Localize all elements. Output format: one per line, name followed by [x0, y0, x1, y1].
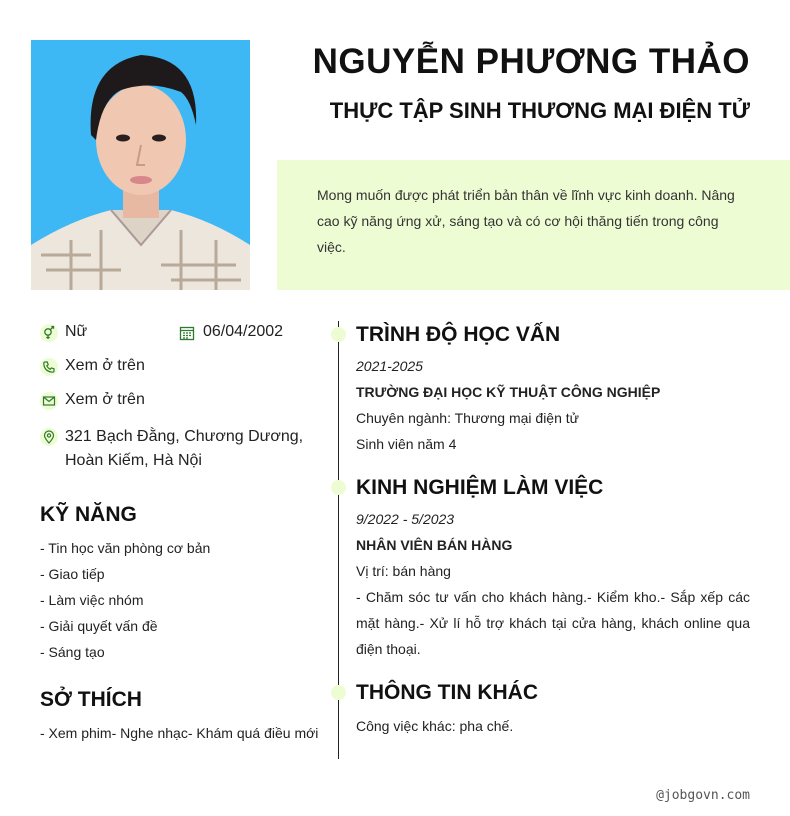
- education-heading: TRÌNH ĐỘ HỌC VẤN: [356, 323, 561, 346]
- other-info-text: Công việc khác: pha chế.: [356, 718, 514, 734]
- skill-item: - Tin học văn phòng cơ bản: [40, 540, 211, 556]
- location-pin-icon: [40, 428, 58, 446]
- profile-photo: [31, 40, 250, 290]
- email-row: [40, 391, 145, 410]
- experience-entry: [356, 506, 750, 662]
- experience-position: Vị trí: bán hàng: [356, 563, 451, 579]
- gender-value: Nữ: [65, 323, 88, 340]
- gender-row: [40, 323, 87, 342]
- experience-role: NHÂN VIÊN BÁN HÀNG: [356, 537, 513, 553]
- experience-description: - Chăm sóc tư vấn cho khách hàng.- Kiểm kho.- Sắp xếp các mặt hàng.- Xử lí hỗ trợ khách tại cửa hàng, khách online qua điện thoại.: [356, 589, 750, 657]
- other-info-entry: [356, 713, 750, 739]
- hobbies-heading: SỞ THÍCH: [40, 688, 142, 711]
- address-value: 321 Bạch Đằng, Chương Dương, Hoàn Kiếm, Hà Nội: [65, 428, 304, 469]
- experience-period: 9/2022 - 5/2023: [356, 511, 455, 527]
- gender-icon: [40, 324, 58, 342]
- watermark: @jobgovn.com: [656, 788, 750, 803]
- skills-list: [40, 535, 210, 665]
- career-objective: Mong muốn được phát triển bản thân về lĩnh vực kinh doanh. Nâng cao kỹ năng ứng xử, sáng tạo và có cơ hội thăng tiến trong công việc.: [277, 160, 790, 290]
- calendar-icon: [178, 324, 196, 342]
- education-period: 2021-2025: [356, 358, 423, 374]
- skills-heading: KỸ NĂNG: [40, 503, 137, 526]
- hobbies-list: [40, 720, 318, 746]
- school-name: TRƯỜNG ĐẠI HỌC KỸ THUẬT CÔNG NGHIỆP: [356, 384, 661, 400]
- study-year-text: Sinh viên năm 4: [356, 436, 457, 452]
- skill-item: - Giao tiếp: [40, 566, 105, 582]
- skill-item: - Giải quyết vấn đề: [40, 618, 158, 634]
- portrait-illustration: [31, 40, 250, 290]
- skill-item: - Sáng tạo: [40, 644, 105, 660]
- timeline-dot: [331, 327, 346, 342]
- birthdate-row: [178, 323, 283, 342]
- phone-row: [40, 357, 145, 376]
- experience-heading: KINH NGHIỆM LÀM VIỆC: [356, 476, 604, 499]
- email-value: Xem ở trên: [65, 391, 145, 408]
- phone-icon: [40, 358, 58, 376]
- birthdate-value: 06/04/2002: [203, 323, 284, 340]
- education-entry: [356, 353, 750, 457]
- candidate-name: NGUYỄN PHƯƠNG THẢO: [312, 42, 750, 81]
- phone-value: Xem ở trên: [65, 357, 145, 374]
- timeline-dot: [331, 685, 346, 700]
- other-info-heading: THÔNG TIN KHÁC: [356, 681, 538, 704]
- timeline-dot: [331, 480, 346, 495]
- skill-item: - Làm việc nhóm: [40, 592, 144, 608]
- hobby-text: - Xem phim- Nghe nhạc- Khám quá điều mới: [40, 725, 319, 741]
- address-row: [40, 425, 305, 473]
- major-text: Chuyên ngành: Thương mại điện tử: [356, 410, 580, 426]
- mail-icon: [40, 392, 58, 410]
- job-title: THỰC TẬP SINH THƯƠNG MẠI ĐIỆN TỬ: [329, 98, 750, 123]
